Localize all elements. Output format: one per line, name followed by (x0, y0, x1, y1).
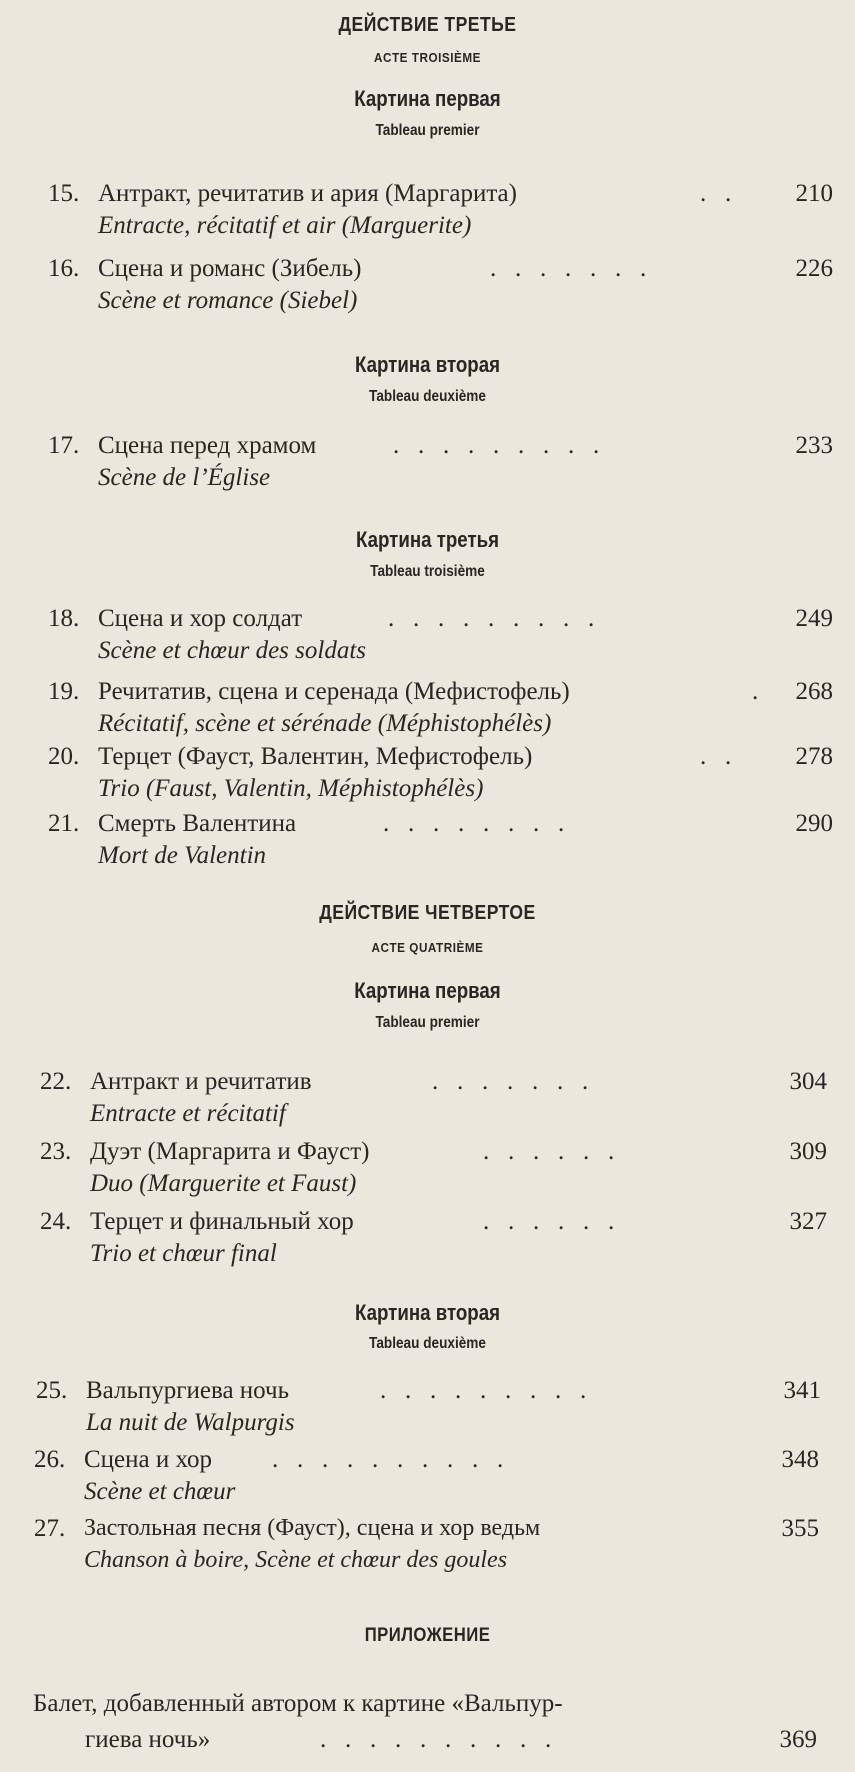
dot-leader: . . . . . . . (432, 1068, 589, 1095)
entry-number: 27. (34, 1515, 66, 1542)
toc-entry[interactable] (0, 180, 855, 239)
dot-leader: . . . . . . . . (383, 810, 565, 837)
entry-title-fr: Trio (Faust, Valentin, Méphistophélès) (98, 775, 484, 802)
toc-entry[interactable] (0, 810, 855, 869)
entry-title-fr: Chanson à boire, Scène et chœur des goules (84, 1547, 508, 1573)
toc-entry[interactable] (0, 678, 855, 737)
dot-leader: . . (700, 743, 732, 770)
entry-title-ru: Терцет и финальный хор (90, 1208, 354, 1235)
toc-entry[interactable] (0, 605, 855, 664)
entry-number: 16. (48, 255, 80, 282)
entry-title-ru: Дуэт (Маргарита и Фауст) (90, 1138, 370, 1165)
toc-entry[interactable] (0, 1068, 855, 1127)
entry-title-fr: Entracte et récitatif (90, 1100, 286, 1127)
entry-title-fr: Récitatif, scène et sérénade (Méphistophélès) (98, 710, 552, 737)
toc-entry[interactable] (0, 1446, 855, 1505)
toc-entry[interactable] (0, 432, 855, 491)
toc-entry[interactable] (0, 1138, 855, 1197)
entry-title-ru-continued: гиева ночь» (85, 1726, 211, 1753)
dot-leader: . . . . . . . . . . (272, 1446, 504, 1473)
entry-number: 15. (48, 180, 80, 207)
entry-title-ru: Сцена и хор солдат (98, 605, 303, 632)
entry-number: 24. (40, 1208, 72, 1235)
entry-title-fr: Scène et romance (Siebel) (98, 287, 358, 314)
tableau-subheading: Tableau premier (375, 1014, 480, 1031)
tableau-heading: Картина третья (355, 527, 500, 552)
entry-number: 22. (40, 1068, 72, 1095)
entry-title-ru: Застольная песня (Фауст), сцена и хор ведьм (84, 1515, 541, 1541)
entry-number: 25. (36, 1377, 68, 1404)
act-three-title: ДЕЙСТВИЕ ТРЕТЬЕ (338, 14, 517, 36)
entry-page-number: 226 (795, 255, 833, 282)
dot-leader: . . . . . . (483, 1208, 615, 1235)
appendix-title: ПРИЛОЖЕНИЕ (364, 1625, 491, 1646)
entry-title-ru: Вальпургиева ночь (86, 1377, 290, 1404)
entry-title-fr: Mort de Valentin (98, 842, 267, 869)
entry-page-number: 268 (795, 678, 833, 705)
entry-page-number: 355 (781, 1515, 819, 1542)
entry-page-number: 278 (795, 743, 833, 770)
entry-title-ru: Терцет (Фауст, Валентин, Мефистофель) (98, 743, 533, 770)
act-four-title: ДЕЙСТВИЕ ЧЕТВЕРТОЕ (319, 902, 536, 924)
entry-title-fr: Entracte, récitatif et air (Marguerite) (98, 212, 472, 239)
tableau-heading: Картина вторая (354, 1300, 501, 1325)
dot-leader: . (752, 678, 759, 705)
toc-entry[interactable] (0, 1515, 855, 1571)
entry-page-number: 369 (779, 1726, 817, 1753)
entry-title-fr: Trio et chœur final (90, 1240, 277, 1267)
tableau-subheading: Tableau deuxième (369, 1335, 486, 1352)
entry-page-number: 341 (783, 1377, 821, 1404)
dot-leader: . . . . . . . . . (393, 432, 600, 459)
dot-leader: . . . . . . (483, 1138, 615, 1165)
tableau-subheading: Tableau premier (375, 122, 480, 139)
dot-leader: . . . . . . . (490, 255, 647, 282)
entry-page-number: 249 (795, 605, 833, 632)
entry-title-fr: Duo (Marguerite et Faust) (90, 1170, 357, 1197)
entry-title-ru: Сцена и хор (84, 1446, 213, 1473)
toc-entry[interactable] (0, 1377, 855, 1436)
entry-number: 19. (48, 678, 80, 705)
entry-page-number: 210 (795, 180, 833, 207)
entry-page-number: 304 (789, 1068, 827, 1095)
tableau-subheading: Tableau troisième (370, 563, 485, 580)
toc-entry[interactable] (0, 1690, 855, 1760)
entry-page-number: 309 (789, 1138, 827, 1165)
entry-page-number: 348 (781, 1446, 819, 1473)
entry-number: 21. (48, 810, 80, 837)
dot-leader: . . . . . . . . . (380, 1377, 587, 1404)
dot-leader: . . . . . . . . . (388, 605, 595, 632)
entry-number: 17. (48, 432, 80, 459)
tableau-heading: Картина первая (354, 978, 501, 1003)
entry-page-number: 327 (789, 1208, 827, 1235)
entry-title-ru: Сцена и романс (Зибель) (98, 255, 362, 282)
entry-title-ru: Сцена перед храмом (98, 432, 317, 459)
entry-title-ru: Речитатив, сцена и серенада (Мефистофель) (98, 678, 570, 705)
toc-entry[interactable] (0, 1208, 855, 1267)
dot-leader: . . . . . . . . . . (320, 1726, 552, 1753)
dot-leader: . . (700, 180, 732, 207)
entry-number: 20. (48, 743, 80, 770)
act-four-subtitle: ACTE QUATRIÈME (371, 940, 484, 955)
entry-page-number: 290 (795, 810, 833, 837)
entry-title-ru: Балет, добавленный автором к картине «Вальпур- (33, 1690, 563, 1717)
entry-title-fr: Scène et chœur (84, 1478, 236, 1505)
tableau-heading: Картина первая (354, 86, 501, 111)
entry-number: 26. (34, 1446, 66, 1473)
entry-title-ru: Смерть Валентина (98, 810, 297, 837)
tableau-heading: Картина вторая (354, 352, 501, 377)
entry-title-fr: La nuit de Walpurgis (86, 1409, 295, 1436)
entry-title-ru: Антракт, речитатив и ария (Маргарита) (98, 180, 517, 207)
entry-title-fr: Scène de l’Église (98, 464, 271, 491)
toc-entry[interactable] (0, 743, 855, 802)
toc-entry[interactable] (0, 255, 855, 314)
entry-title-fr: Scène et chœur des soldats (98, 637, 367, 664)
tableau-subheading: Tableau deuxième (369, 388, 486, 405)
entry-number: 23. (40, 1138, 72, 1165)
entry-title-ru: Антракт и речитатив (90, 1068, 312, 1095)
entry-number: 18. (48, 605, 80, 632)
entry-page-number: 233 (795, 432, 833, 459)
act-three-subtitle: ACTE TROISIÈME (373, 50, 482, 65)
